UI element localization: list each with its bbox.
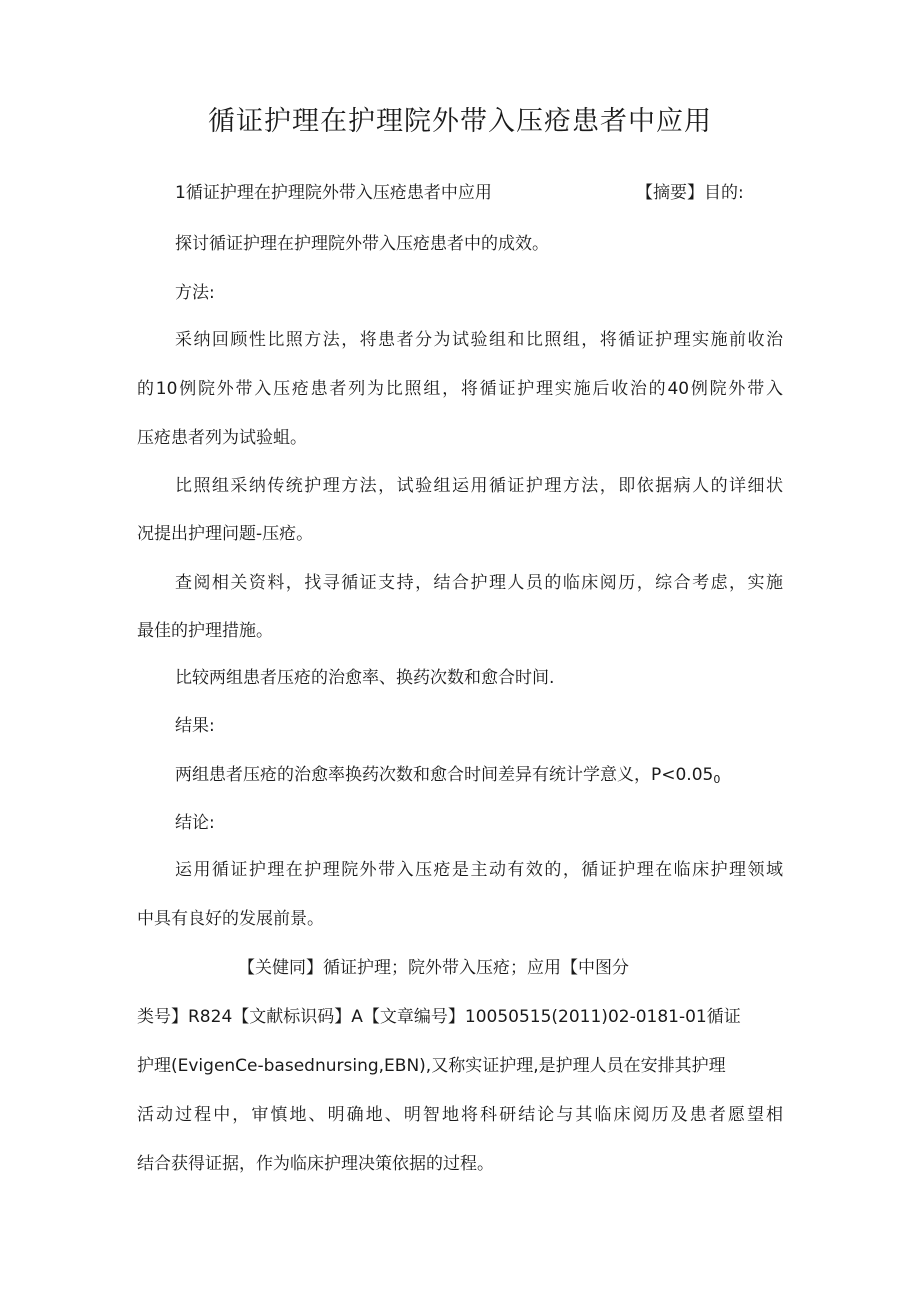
method-paragraph-3-line-2: 最佳的护理措施。 — [137, 621, 273, 641]
result-text-subscript: 0 — [713, 773, 721, 786]
method-label: 方法: — [175, 283, 215, 303]
body-line-4: 结合获得证据，作为临床护理决策依据的过程。 — [137, 1154, 494, 1174]
body-line-1: 类号】R824【文献标识码】A【文章编号】10050515(2011)02-0181-01循证 — [137, 1007, 741, 1027]
body-line-3: 活动过程中，审慎地、明确地、明智地将科研结论与其临床阅历及患者愿望相 — [137, 1105, 783, 1125]
aim-text: 探讨循证护理在护理院外带入压疮患者中的成效。 — [175, 234, 549, 254]
method-paragraph-1-line-1: 采纳回顾性比照方法，将患者分为试验组和比照组，将循证护理实施前收治 — [175, 330, 783, 350]
method-paragraph-1-line-2: 的10例院外带入压疮患者列为比照组，将循证护理实施后收治的40例院外带入 — [137, 379, 783, 399]
document-title: 循证护理在护理院外带入压疮患者中应用 — [208, 106, 712, 137]
method-paragraph-2-line-2: 况提出护理问题-压疮。 — [137, 524, 314, 544]
conclusion-line-2: 中具有良好的发展前景。 — [137, 909, 324, 929]
result-text-main: 两组患者压疮的治愈率换药次数和愈合时间差异有统计学意义，P<0.05 — [175, 765, 714, 785]
keywords-line: 【关健同】循证护理；院外带入压疮；应用【中图分 — [238, 958, 629, 978]
method-paragraph-4: 比较两组患者压疮的治愈率、换药次数和愈合时间. — [175, 668, 555, 688]
abstract-heading-left: 1循证护理在护理院外带入压疮患者中应用 — [175, 183, 492, 203]
method-paragraph-3-line-1: 查阅相关资料，找寻循证支持，结合护理人员的临床阅历，综合考虑，实施 — [175, 573, 783, 593]
result-label: 结果: — [175, 716, 215, 736]
method-paragraph-1-line-3: 压疮患者列为试验蛆。 — [137, 428, 307, 448]
abstract-heading-right: 【摘要】目的: — [636, 183, 744, 203]
method-paragraph-2-line-1: 比照组采纳传统护理方法，试验组运用循证护理方法，即依据病人的详细状 — [175, 476, 783, 496]
body-line-2: 护理(EvigenCe-basednursing,EBN),又称实证护理,是护理人员在安排其护理 — [137, 1056, 726, 1076]
conclusion-line-1: 运用循证护理在护理院外带入压疮是主动有效的，循证护理在临床护理领域 — [175, 860, 783, 880]
conclusion-label: 结论: — [175, 813, 215, 833]
result-text — [175, 762, 720, 793]
